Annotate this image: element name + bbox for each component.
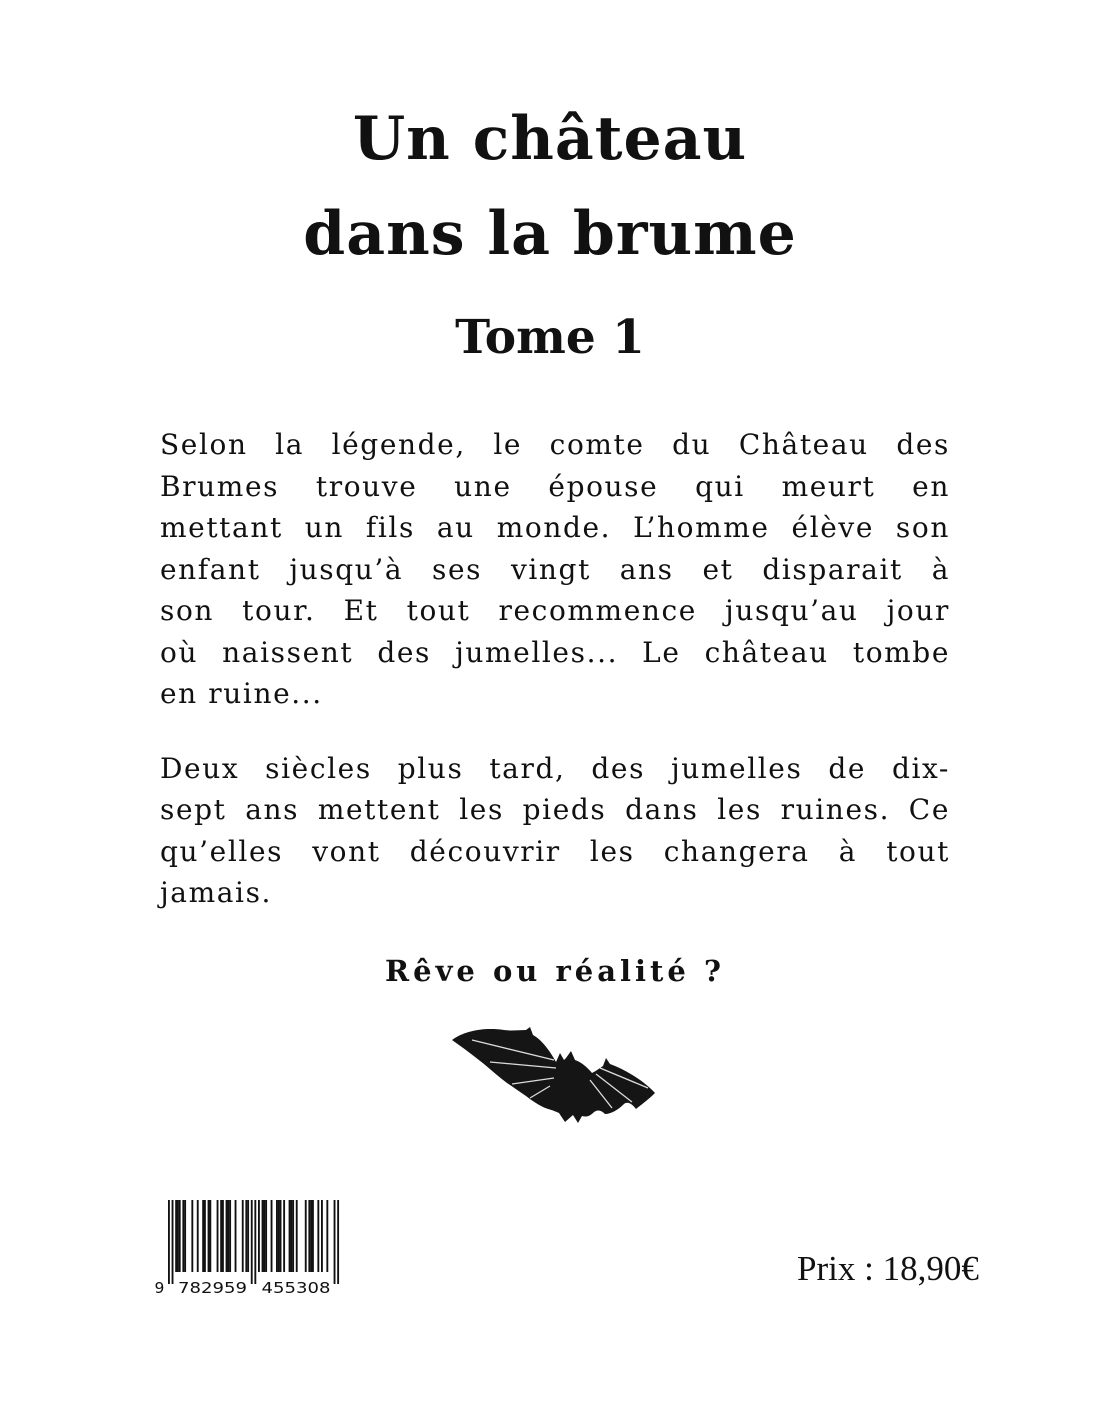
synopsis-line: mettant un fils au monde. L’homme élève son bbox=[160, 511, 950, 544]
synopsis-line: en ruine... bbox=[160, 677, 323, 710]
svg-text:9: 9 bbox=[154, 1279, 165, 1296]
volume-label: Tome 1 bbox=[455, 310, 645, 365]
synopsis-line: enfant jusqu’à ses vingt ans et disparait à bbox=[160, 552, 950, 586]
svg-text:455308: 455308 bbox=[261, 1279, 331, 1296]
synopsis bbox=[160, 424, 950, 992]
book-title-line1: Un château bbox=[352, 104, 748, 174]
price-label: Prix : 18,90€ bbox=[797, 1249, 979, 1288]
svg-text:782959: 782959 bbox=[178, 1279, 247, 1296]
synopsis-line: Brumes trouve une épouse qui meurt en bbox=[160, 469, 950, 503]
ean13-barcode bbox=[152, 1200, 344, 1301]
book-title-line2: dans la brume bbox=[303, 199, 797, 269]
book-title bbox=[0, 92, 1100, 282]
synopsis-line: jamais. bbox=[160, 876, 273, 909]
synopsis-paragraph-2 bbox=[160, 748, 950, 914]
synopsis-line: sept ans mettent les pieds dans les ruines. Ce bbox=[160, 793, 950, 826]
ean13-barcode-svg bbox=[152, 1200, 344, 1296]
synopsis-line: Deux siècles plus tard, des jumelles de dix- bbox=[160, 751, 950, 785]
tagline: Rêve ou réalité ? bbox=[385, 953, 725, 988]
synopsis-line: Selon la légende, le comte du Château des bbox=[160, 428, 950, 461]
synopsis-line: son tour. Et tout recommence jusqu’au jour bbox=[160, 594, 950, 627]
bat-illustration-icon bbox=[450, 1026, 662, 1126]
synopsis-line: où naissent des jumelles... Le château tombe bbox=[160, 635, 950, 669]
synopsis-paragraph-1 bbox=[160, 424, 950, 715]
synopsis-line: qu’elles vont découvrir les changera à tout bbox=[160, 834, 950, 868]
